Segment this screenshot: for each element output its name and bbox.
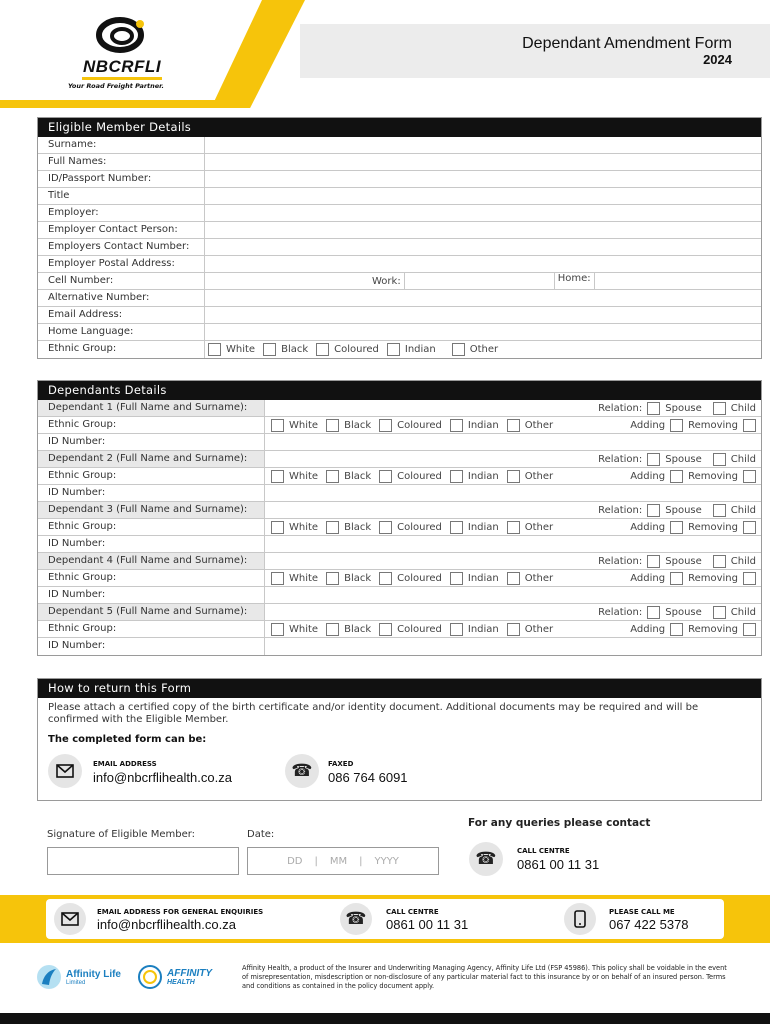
indian-checkbox[interactable] — [450, 419, 463, 432]
option-label: Other — [524, 470, 554, 482]
field-label: Employers Contact Number: — [48, 241, 190, 252]
field-label: Surname: — [48, 139, 97, 150]
option-label: Other — [524, 419, 554, 431]
footer-email-value[interactable]: info@nbcrflihealth.co.za — [97, 917, 236, 932]
envelope-icon — [61, 912, 79, 926]
adding-label: Adding — [630, 572, 666, 584]
eligible-row — [38, 256, 761, 273]
option-label: White — [226, 344, 256, 355]
id-number-label: ID Number: — [48, 436, 106, 447]
option-label: Indian — [467, 521, 499, 533]
field-label: Employer: — [48, 207, 99, 218]
dependant-id-row — [38, 434, 761, 451]
dependants-section — [37, 380, 762, 656]
home-number-input[interactable] — [594, 273, 761, 289]
dependant-ethnic-row — [38, 417, 761, 434]
footer-call-circle — [340, 903, 372, 935]
option-label: Indian — [467, 623, 499, 635]
option-label: Coloured — [397, 419, 442, 431]
employer-contact-number-input[interactable] — [204, 239, 761, 255]
option-label: Coloured — [397, 572, 442, 584]
coloured-checkbox[interactable] — [379, 419, 392, 432]
field-label: Email Address: — [48, 309, 123, 320]
employer-input[interactable] — [204, 205, 761, 221]
amend-options — [630, 419, 761, 432]
mobile-phone-icon — [574, 910, 586, 928]
phone-icon: ☎ — [345, 909, 367, 929]
id-number-input[interactable] — [264, 434, 761, 450]
fax-value[interactable]: 086 764 6091 — [328, 770, 408, 785]
adding-checkbox[interactable] — [670, 572, 683, 585]
indian-checkbox[interactable] — [450, 521, 463, 534]
removing-label: Removing — [688, 470, 738, 482]
id-number-label: ID Number: — [48, 589, 106, 600]
option-label: Coloured — [397, 470, 442, 482]
amend-options — [630, 470, 761, 483]
other-checkbox[interactable] — [507, 572, 520, 585]
child-label: Child — [730, 504, 756, 516]
adding-label: Adding — [630, 521, 666, 533]
relation-options — [598, 453, 761, 466]
relation-options — [598, 504, 761, 517]
eligible-row — [38, 307, 761, 324]
eligible-row — [38, 341, 761, 358]
eligible-row — [38, 188, 761, 205]
white-checkbox[interactable] — [271, 470, 284, 483]
spouse-label: Spouse — [665, 453, 702, 465]
id-passport-input[interactable] — [204, 171, 761, 187]
dependant-name-row — [38, 553, 761, 570]
child-label: Child — [730, 402, 756, 414]
other-checkbox[interactable] — [507, 521, 520, 534]
bottom-bar — [0, 1013, 770, 1024]
eligible-heading: Eligible Member Details — [38, 118, 761, 137]
option-label: Indian — [467, 572, 499, 584]
id-number-input[interactable] — [264, 638, 761, 655]
child-checkbox[interactable] — [713, 606, 726, 619]
black-checkbox[interactable] — [326, 521, 339, 534]
field-label: Title — [48, 190, 70, 201]
removing-label: Removing — [688, 419, 738, 431]
option-label: Other — [524, 521, 554, 533]
affinity-life-emblem-icon — [36, 964, 62, 990]
footer-call-caption: CALL CENTRE — [386, 908, 439, 916]
dependant-ethnic-row — [38, 621, 761, 638]
spouse-label: Spouse — [665, 504, 702, 516]
spouse-checkbox[interactable] — [647, 504, 660, 517]
dependant-ethnic-row — [38, 570, 761, 587]
affinity-health-sub: HEALTH — [167, 979, 195, 986]
call-centre-value[interactable]: 0861 00 11 31 — [517, 857, 600, 872]
ethnic-group-label: Ethnic Group: — [48, 470, 117, 481]
removing-checkbox[interactable] — [743, 521, 756, 534]
option-label: Coloured — [397, 521, 442, 533]
dependant-name-row — [38, 400, 761, 417]
removing-label: Removing — [688, 572, 738, 584]
dependant-name-input[interactable] — [264, 502, 761, 518]
option-label: Indian — [467, 470, 499, 482]
removing-label: Removing — [688, 623, 738, 635]
amend-options — [630, 521, 761, 534]
email-address-input[interactable] — [204, 307, 761, 323]
removing-checkbox[interactable] — [743, 470, 756, 483]
phone-icon: ☎ — [475, 849, 497, 869]
spouse-checkbox[interactable] — [647, 453, 660, 466]
child-checkbox[interactable] — [713, 504, 726, 517]
date-separator: | — [314, 855, 318, 867]
black-checkbox[interactable] — [326, 419, 339, 432]
logo-name: NBCRFLI — [82, 57, 162, 76]
surname-input[interactable] — [204, 137, 761, 153]
field-label: Alternative Number: — [48, 292, 150, 303]
field-label: Employer Postal Address: — [48, 258, 175, 269]
work-label: Work: — [372, 275, 401, 287]
email-value[interactable]: info@nbcrflihealth.co.za — [93, 770, 232, 785]
dependant-name-input[interactable] — [264, 553, 761, 569]
other-checkbox[interactable] — [507, 470, 520, 483]
queries-label: For any queries please contact — [468, 817, 651, 829]
child-checkbox[interactable] — [713, 453, 726, 466]
other-checkbox[interactable] — [507, 419, 520, 432]
removing-checkbox[interactable] — [743, 572, 756, 585]
home-label: Home: — [557, 273, 591, 284]
fax-circle — [285, 754, 319, 788]
footer-callme-caption: PLEASE CALL ME — [609, 908, 675, 916]
id-number-input[interactable] — [264, 536, 761, 552]
removing-checkbox[interactable] — [743, 623, 756, 636]
option-label: Indian — [404, 344, 436, 355]
relation-options — [598, 606, 761, 619]
ethnic-group-options — [264, 468, 761, 484]
child-checkbox[interactable] — [713, 555, 726, 568]
dependant-label: Dependant 2 (Full Name and Surname): — [48, 453, 248, 464]
adding-checkbox[interactable] — [670, 521, 683, 534]
work-number-input[interactable] — [404, 273, 554, 289]
call-circle — [469, 842, 503, 876]
eligible-row — [38, 273, 761, 290]
eligible-row — [38, 171, 761, 188]
option-label: Black — [344, 521, 372, 533]
option-label: Coloured — [397, 623, 442, 635]
date-input[interactable] — [247, 847, 439, 875]
dependant-id-row — [38, 638, 761, 655]
mm-placeholder: MM — [329, 855, 348, 867]
field-label: ID/Passport Number: — [48, 173, 152, 184]
home-label-wrap — [554, 273, 594, 289]
coloured-checkbox[interactable] — [316, 343, 329, 356]
logo-tagline: Your Road Freight Partner. — [68, 82, 164, 90]
indian-checkbox[interactable] — [450, 470, 463, 483]
removing-checkbox[interactable] — [743, 419, 756, 432]
option-label: White — [289, 521, 319, 533]
id-number-input[interactable] — [264, 587, 761, 603]
home-language-input[interactable] — [204, 324, 761, 340]
affinity-health-emblem-icon — [137, 964, 163, 990]
dd-placeholder: DD — [287, 855, 303, 867]
option-label: Black — [344, 572, 372, 584]
adding-checkbox[interactable] — [670, 470, 683, 483]
relation-options — [598, 402, 761, 415]
phone-icon: ☎ — [291, 761, 313, 781]
spouse-checkbox[interactable] — [647, 402, 660, 415]
title-input[interactable] — [204, 188, 761, 204]
relation-label: Relation: — [598, 504, 643, 516]
white-checkbox[interactable] — [271, 419, 284, 432]
black-checkbox[interactable] — [326, 623, 339, 636]
spouse-checkbox[interactable] — [647, 606, 660, 619]
eligible-row — [38, 222, 761, 239]
form-title: Dependant Amendment Form — [522, 35, 732, 52]
form-year: 2024 — [703, 52, 732, 67]
black-checkbox[interactable] — [263, 343, 276, 356]
ethnic-group-options — [264, 621, 761, 637]
option-label: Coloured — [334, 344, 379, 355]
adding-label: Adding — [630, 419, 666, 431]
field-label: Ethnic Group: — [48, 343, 117, 354]
coloured-checkbox[interactable] — [379, 470, 392, 483]
ethnic-group-label: Ethnic Group: — [48, 419, 117, 430]
yyyy-placeholder: YYYY — [374, 855, 399, 867]
affinity-life-sub: Limited — [66, 980, 86, 986]
dependant-id-row — [38, 485, 761, 502]
indian-checkbox[interactable] — [450, 623, 463, 636]
relation-label: Relation: — [598, 606, 643, 618]
footer-callme-value[interactable]: 067 422 5378 — [609, 917, 689, 932]
option-label: Black — [344, 623, 372, 635]
signature-input[interactable] — [47, 847, 239, 875]
dependant-label: Dependant 3 (Full Name and Surname): — [48, 504, 248, 515]
amend-options — [630, 572, 761, 585]
eligible-row — [38, 239, 761, 256]
dependant-id-row — [38, 536, 761, 553]
amend-options — [630, 623, 761, 636]
option-label: White — [289, 572, 319, 584]
child-label: Child — [730, 606, 756, 618]
dependant-name-input[interactable] — [264, 604, 761, 620]
spouse-checkbox[interactable] — [647, 555, 660, 568]
coloured-checkbox[interactable] — [379, 623, 392, 636]
eligible-member-section — [37, 117, 762, 359]
field-label: Full Names: — [48, 156, 107, 167]
coloured-checkbox[interactable] — [379, 521, 392, 534]
dependant-label: Dependant 1 (Full Name and Surname): — [48, 402, 248, 413]
option-label: Other — [469, 344, 499, 355]
option-label: Black — [344, 470, 372, 482]
dependant-name-input[interactable] — [264, 400, 761, 416]
dependant-name-row — [38, 451, 761, 468]
child-checkbox[interactable] — [713, 402, 726, 415]
field-label: Home Language: — [48, 326, 134, 337]
white-checkbox[interactable] — [271, 623, 284, 636]
return-heading: How to return this Form — [38, 679, 761, 698]
relation-label: Relation: — [598, 453, 643, 465]
dependant-ethnic-row — [38, 468, 761, 485]
option-label: Black — [281, 344, 309, 355]
other-checkbox[interactable] — [507, 623, 520, 636]
eligible-row — [38, 137, 761, 154]
dependant-id-row — [38, 587, 761, 604]
black-checkbox[interactable] — [326, 572, 339, 585]
dependant-ethnic-row — [38, 519, 761, 536]
dependant-name-row — [38, 604, 761, 621]
adding-checkbox[interactable] — [670, 623, 683, 636]
field-label: Cell Number: — [48, 275, 114, 286]
email-caption: EMAIL ADDRESS — [93, 760, 157, 768]
nbcrfli-logo — [62, 14, 182, 90]
employer-postal-address-input[interactable] — [204, 256, 761, 272]
return-section — [37, 678, 762, 801]
eligible-row — [38, 154, 761, 171]
relation-options — [598, 555, 761, 568]
field-label: Employer Contact Person: — [48, 224, 178, 235]
eligible-row — [38, 290, 761, 307]
ethnic-group-options — [264, 570, 761, 586]
option-label: White — [289, 470, 319, 482]
footer-email-circle — [54, 903, 86, 935]
spouse-label: Spouse — [665, 402, 702, 414]
call-centre-caption: CALL CENTRE — [517, 847, 570, 855]
coloured-checkbox[interactable] — [379, 572, 392, 585]
spouse-label: Spouse — [665, 606, 702, 618]
option-label: Black — [344, 419, 372, 431]
child-label: Child — [730, 555, 756, 567]
spouse-label: Spouse — [665, 555, 702, 567]
adding-label: Adding — [630, 623, 666, 635]
date-separator: | — [359, 855, 363, 867]
removing-label: Removing — [688, 521, 738, 533]
cell-number-input[interactable] — [204, 273, 761, 289]
eligible-row — [38, 205, 761, 222]
id-number-label: ID Number: — [48, 538, 106, 549]
ethnic-group-options — [264, 519, 761, 535]
fax-caption: FAXED — [328, 760, 354, 768]
white-checkbox[interactable] — [208, 343, 221, 356]
dependant-name-input[interactable] — [264, 451, 761, 467]
ethnic-group-options — [264, 417, 761, 433]
footer-email-caption: EMAIL ADDRESS FOR GENERAL ENQUIRIES — [97, 908, 264, 916]
footer-mobile-circle — [564, 903, 596, 935]
white-checkbox[interactable] — [271, 521, 284, 534]
option-label: Indian — [467, 419, 499, 431]
child-label: Child — [730, 453, 756, 465]
option-label: White — [289, 419, 319, 431]
alternative-number-input[interactable] — [204, 290, 761, 306]
black-checkbox[interactable] — [326, 470, 339, 483]
logo-swirl-icon — [95, 14, 149, 54]
adding-checkbox[interactable] — [670, 419, 683, 432]
signature-label: Signature of Eligible Member: — [47, 829, 196, 840]
other-checkbox[interactable] — [452, 343, 465, 356]
dependants-heading: Dependants Details — [38, 381, 761, 400]
id-number-label: ID Number: — [48, 487, 106, 498]
option-label: White — [289, 623, 319, 635]
option-label: Other — [524, 623, 554, 635]
return-instructions: Please attach a certified copy of the birth certificate and/or identity document. Additional documents may be required and will be confirmed with the Eligible Member. — [48, 702, 699, 725]
affinity-health-name: AFFINITY — [167, 968, 212, 979]
dependant-label: Dependant 4 (Full Name and Surname): — [48, 555, 248, 566]
option-label: Other — [524, 572, 554, 584]
ethnic-group-label: Ethnic Group: — [48, 521, 117, 532]
ethnic-group-options — [204, 341, 761, 358]
adding-label: Adding — [630, 470, 666, 482]
ethnic-group-label: Ethnic Group: — [48, 572, 117, 583]
envelope-icon — [56, 764, 74, 778]
date-label: Date: — [247, 829, 275, 840]
relation-label: Relation: — [598, 555, 643, 567]
full-names-input[interactable] — [204, 154, 761, 170]
dependant-label: Dependant 5 (Full Name and Surname): — [48, 606, 248, 617]
indian-checkbox[interactable] — [450, 572, 463, 585]
id-number-input[interactable] — [264, 485, 761, 501]
email-circle — [48, 754, 82, 788]
affinity-life-name: Affinity Life — [66, 969, 121, 980]
employer-contact-person-input[interactable] — [204, 222, 761, 238]
ethnic-group-label: Ethnic Group: — [48, 623, 117, 634]
eligible-row — [38, 324, 761, 341]
legal-disclaimer: Affinity Health, a product of the Insurer and Underwriting Managing Agency, Affinity Life Ltd (FSP 45986). This policy shall be voidable in the event of misrepresentation, misdescription or non-disclosure of any particular material fact to this insurance by or on behalf of an insured person. Terms and conditions as contained in the policy document apply. — [242, 964, 727, 990]
relation-label: Relation: — [598, 402, 643, 414]
indian-checkbox[interactable] — [387, 343, 400, 356]
logo-bar — [82, 77, 162, 80]
footer-call-value[interactable]: 0861 00 11 31 — [386, 917, 469, 932]
dependant-name-row — [38, 502, 761, 519]
id-number-label: ID Number: — [48, 640, 106, 651]
completed-label: The completed form can be: — [48, 734, 207, 745]
white-checkbox[interactable] — [271, 572, 284, 585]
